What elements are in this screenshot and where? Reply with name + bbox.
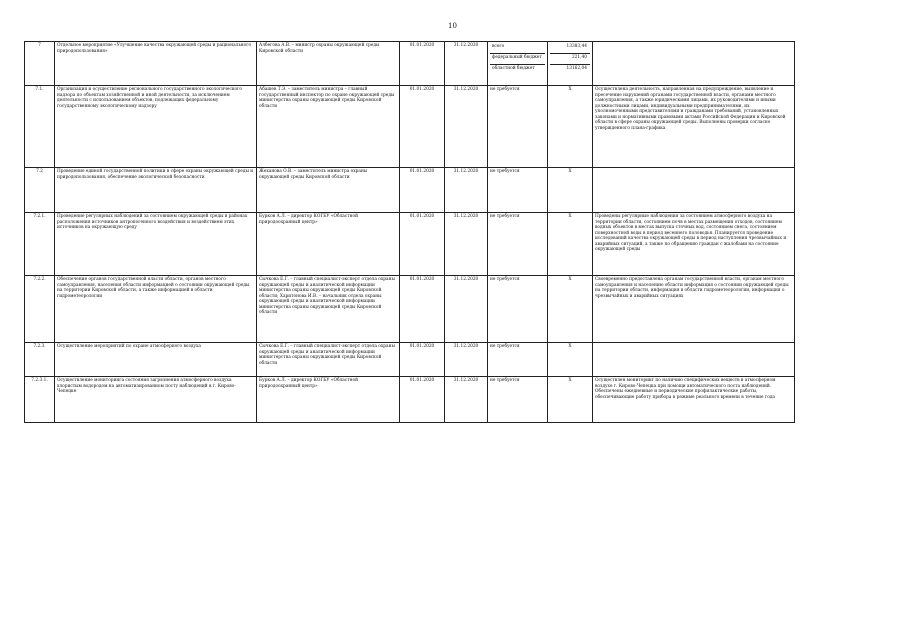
start-date: 01.01.2020 xyxy=(400,86,445,168)
funding-source: не требуется xyxy=(488,213,548,276)
measure-name: Отдельное мероприятие «Улучшение качества окружающей среды и рационального природопользования» xyxy=(55,42,257,86)
table-row xyxy=(25,213,795,276)
result-text xyxy=(593,42,795,86)
funding-amount: Х xyxy=(548,168,593,213)
report-table xyxy=(24,41,795,423)
table-row xyxy=(25,343,795,377)
end-date: 31.12.2020 xyxy=(445,86,488,168)
funding-amount: Х xyxy=(548,86,593,168)
funding-source: не требуется xyxy=(488,86,548,168)
responsible-person: Сычкова Е.Г. – главный специалист-эксперт отдела охраны окружающей среды и аналитической информации министерства охраны окружающей среды Кировской области; Харитонова И.В. – начальник отдела охраны окружающей среды и аналитической информации министерства охраны окружающей среды Кировской области xyxy=(257,276,400,343)
funding-sources xyxy=(488,42,548,86)
result-text: Осуществлен мониторинг по наличию специфических веществ в атмосферном воздухе г. Кирово-Чепецка при помощи автоматического поста наблюдений. Обеспечены ежедневные и периодические профилактические работы, обеспечивающие работу прибора в режиме реального времени в течение года xyxy=(593,377,795,423)
funding-amount: Х xyxy=(548,377,593,423)
responsible-person: Жеханова О.В. – заместитель министра охраны окружающей среды Кировской области xyxy=(257,168,400,213)
funding-source: всего xyxy=(490,43,545,54)
row-number: 7.2 xyxy=(25,168,55,213)
result-text xyxy=(593,168,795,213)
row-number: 7.2.3. xyxy=(25,343,55,377)
funding-source: областной бюджет xyxy=(492,66,535,71)
result-text xyxy=(593,343,795,377)
start-date: 01.01.2020 xyxy=(400,343,445,377)
end-date: 31.12.2020 xyxy=(445,343,488,377)
funding-amounts xyxy=(548,42,593,86)
end-date: 31.12.2020 xyxy=(445,276,488,343)
measure-name: Обеспечение органов государственной власти области, органов местного самоуправления, населения области информацией о состоянии окружающей среды на территории Кировской области, а также информацией в области гидрометеорологии xyxy=(55,276,257,343)
start-date: 01.01.2020 xyxy=(400,213,445,276)
funding-amount: 221,40 xyxy=(550,54,590,65)
start-date: 01.01.2020 xyxy=(400,276,445,343)
funding-amount: Х xyxy=(548,213,593,276)
funding-amount: 13162,04 xyxy=(566,66,587,71)
result-text: Проведены регулярные наблюдения за состоянием атмосферного воздуха на территории области, состоянием почв в местах размещения отходов, состоянием водных объектов в местах выпуска сточных вод, состоянием снега, состоянием поверхностной воды в период весеннего половодья. Планируется проведение исследований качества окружающей среды в период наступления чрезвычайных и аварийных ситуаций, а также по обращению граждан с жалобами на состояние окружающей среды xyxy=(593,213,795,276)
start-date: 01.01.2020 xyxy=(400,168,445,213)
end-date: 31.12.2020 xyxy=(445,168,488,213)
table-row xyxy=(25,42,795,86)
responsible-person: Албегова А.В. – министр охраны окружающей среды Кировской области xyxy=(257,42,400,86)
funding-amount: 13383,44 xyxy=(550,43,590,54)
end-date: 31.12.2020 xyxy=(445,377,488,423)
row-number: 7.2.3.1. xyxy=(25,377,55,423)
measure-name: Осуществление мероприятий по охране атмосферного воздуха xyxy=(55,343,257,377)
responsible-person: Бурков А.Л. – директор КОГБУ «Областной природоохранный центр» xyxy=(257,377,400,423)
table-row xyxy=(25,276,795,343)
table-row xyxy=(25,86,795,168)
result-text: Осуществлена деятельность, направленная на предупреждение, выявление и пресечение нарушений органами государственной власти, органами местного самоуправления, а также юридическими лицами, их руководителями и иными должностными лицами, индивидуальными предпринимателями, их уполномоченными представителями и гражданами требований, установленных законами и нормативными правовыми актами Российской Федерации и Кировской области в сфере охраны окружающей среды. Выполнены проверки согласно утвержденного плана-графика xyxy=(593,86,795,168)
row-number: 7.1. xyxy=(25,86,55,168)
responsible-person: Сычкова Е.Г. – главный специалист-эксперт отдела охраны окружающей среды и аналитической информации министерства охраны окружающей среды Кировской области xyxy=(257,343,400,377)
responsible-person: Бурков А.Л. – директор КОГБУ «Областной природоохранный центр» xyxy=(257,213,400,276)
result-text: Своевременно предоставлена органам государственной власти, органам местного самоуправления и населению области информация о состоянии окружающей среды на территории области, информация в области гидрометеорологии, информация о чрезвычайных и аварийных ситуациях xyxy=(593,276,795,343)
measure-name: Проведение единой государственной политики в сфере охраны окружающей среды и природопользования, обеспечение экологической безопасности xyxy=(55,168,257,213)
funding-source: федеральный бюджет xyxy=(490,54,545,65)
end-date: 31.12.2020 xyxy=(445,213,488,276)
table-row xyxy=(25,377,795,423)
responsible-person: Абашев Т.Э. – заместитель министра – главный государственный инспектор по охране окружающей среды министерства охраны окружающей среды Кировской области xyxy=(257,86,400,168)
end-date: 31.12.2020 xyxy=(445,42,488,86)
funding-amount: Х xyxy=(548,276,593,343)
funding-source: не требуется xyxy=(488,377,548,423)
measure-name: Организация и осуществление регионального государственного экологического надзора по объектам хозяйственной и иной деятельности, за исключением деятельности с использованием объектов, подлежащих федеральному государственному экологическому надзору xyxy=(55,86,257,168)
start-date: 01.01.2020 xyxy=(400,42,445,86)
funding-amount: Х xyxy=(548,343,593,377)
measure-name: Осуществление мониторинга состояния загрязнения атмосферного воздуха хлористым водородом на автоматизированном посту наблюдений в г. Кирово-Чепецке xyxy=(55,377,257,423)
row-number: 7 xyxy=(25,42,55,86)
funding-source: не требуется xyxy=(488,343,548,377)
funding-source: не требуется xyxy=(488,168,548,213)
page-number: 10 xyxy=(448,22,457,30)
row-number: 7.2.2. xyxy=(25,276,55,343)
start-date: 01.01.2020 xyxy=(400,377,445,423)
measure-name: Проведение регулярных наблюдений за состоянием окружающей среды в районах расположения источников антропогенного воздействия и воздействием этих источников на окружающую среду xyxy=(55,213,257,276)
table-row xyxy=(25,168,795,213)
funding-source: не требуется xyxy=(488,276,548,343)
row-number: 7.2.1. xyxy=(25,213,55,276)
